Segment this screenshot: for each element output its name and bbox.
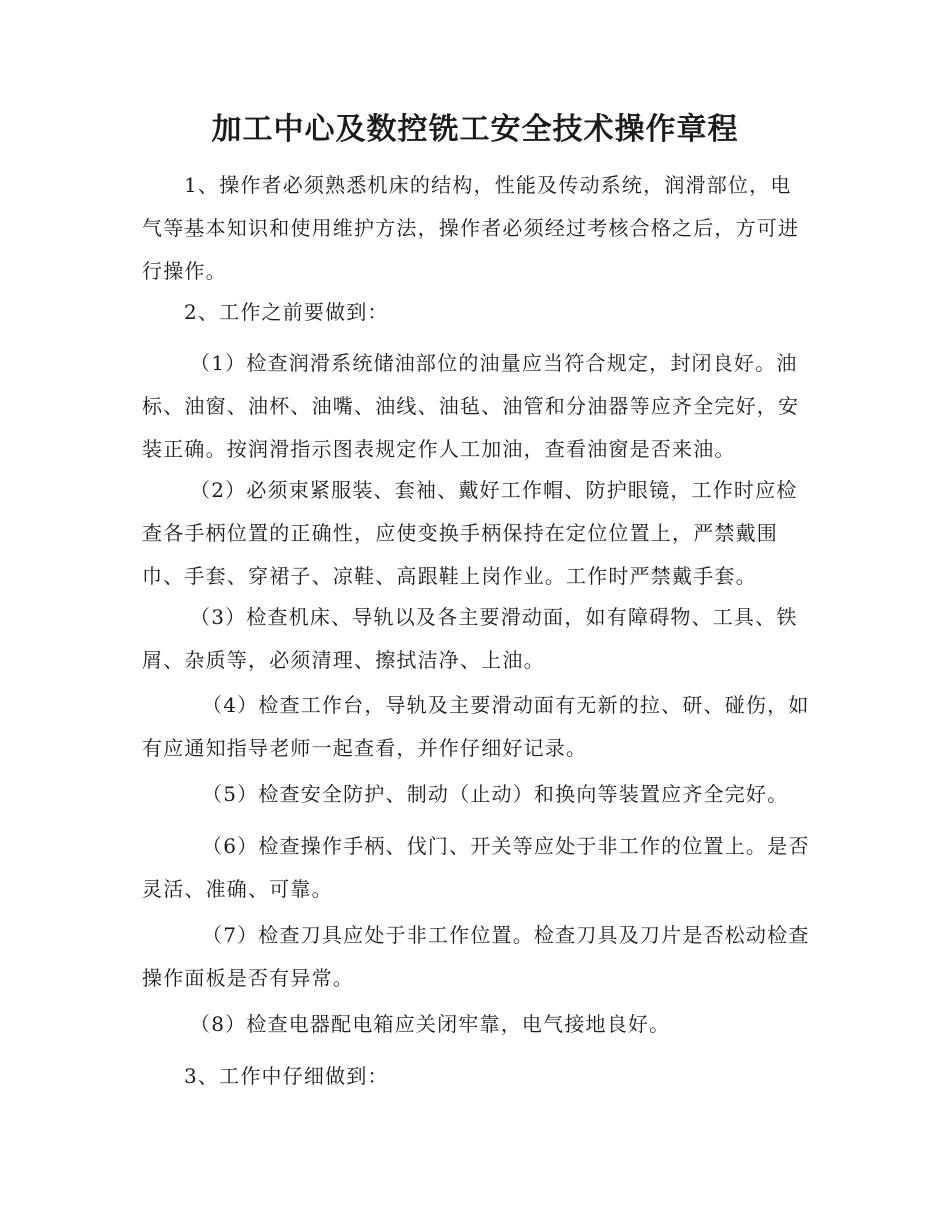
paragraph-8: （6）检查操作手柄、伐门、开关等应处于非工作的位置上。是否灵活、准确、可靠。 — [142, 834, 810, 901]
paragraph-5: （3）检查机床、导轨以及各主要滑动面，如有障碍物、工具、铁屑、杂质等，必须清理、擦拭洁净、上油。 — [142, 605, 798, 672]
document-title: 加工中心及数控铣工安全技术操作章程 — [211, 112, 739, 147]
paragraph-7: （5）检查安全防护、制动（止动）和换向等装置应齐全完好。 — [202, 782, 789, 806]
paragraph-1: 1、操作者必须熟悉机床的结构，性能及传动系统，润滑部位，电气等基本知识和使用维护方法，操作者必须经过考核合格之后，方可进行操作。 — [142, 173, 800, 283]
paragraph-11: 3、工作中仔细做到： — [184, 1064, 389, 1088]
paragraph-3: （1）检查润滑系统储油部位的油量应当符合规定，封闭良好。油标、油窗、油杯、油嘴、油线、油毡、油管和分油器等应齐全完好，安装正确。按润滑指示图表规定作人工加油，查看油窗是否来油。 — [142, 351, 800, 461]
paragraph-9: （7）检查刀具应处于非工作位置。检查刀具及刀片是否松动检查操作面板是否有异常。 — [142, 923, 810, 990]
paragraph-6: （4）检查工作台，导轨及主要滑动面有无新的拉、研、碰伤，如有应通知指导老师一起查看，并作仔细好记录。 — [142, 693, 810, 760]
paragraph-2: 2、工作之前要做到： — [184, 300, 389, 324]
paragraph-4: （2）必须束紧服装、套袖、戴好工作帽、防护眼镜，工作时应检查各手柄位置的正确性，应使变换手柄保持在定位位置上，严禁戴围巾、手套、穿裙子、凉鞋、高跟鞋上岗作业。工作时严禁戴手套。 — [142, 478, 798, 588]
paragraph-10: （8）检查电器配电箱应关闭牢靠，电气接地良好。 — [190, 1012, 671, 1036]
